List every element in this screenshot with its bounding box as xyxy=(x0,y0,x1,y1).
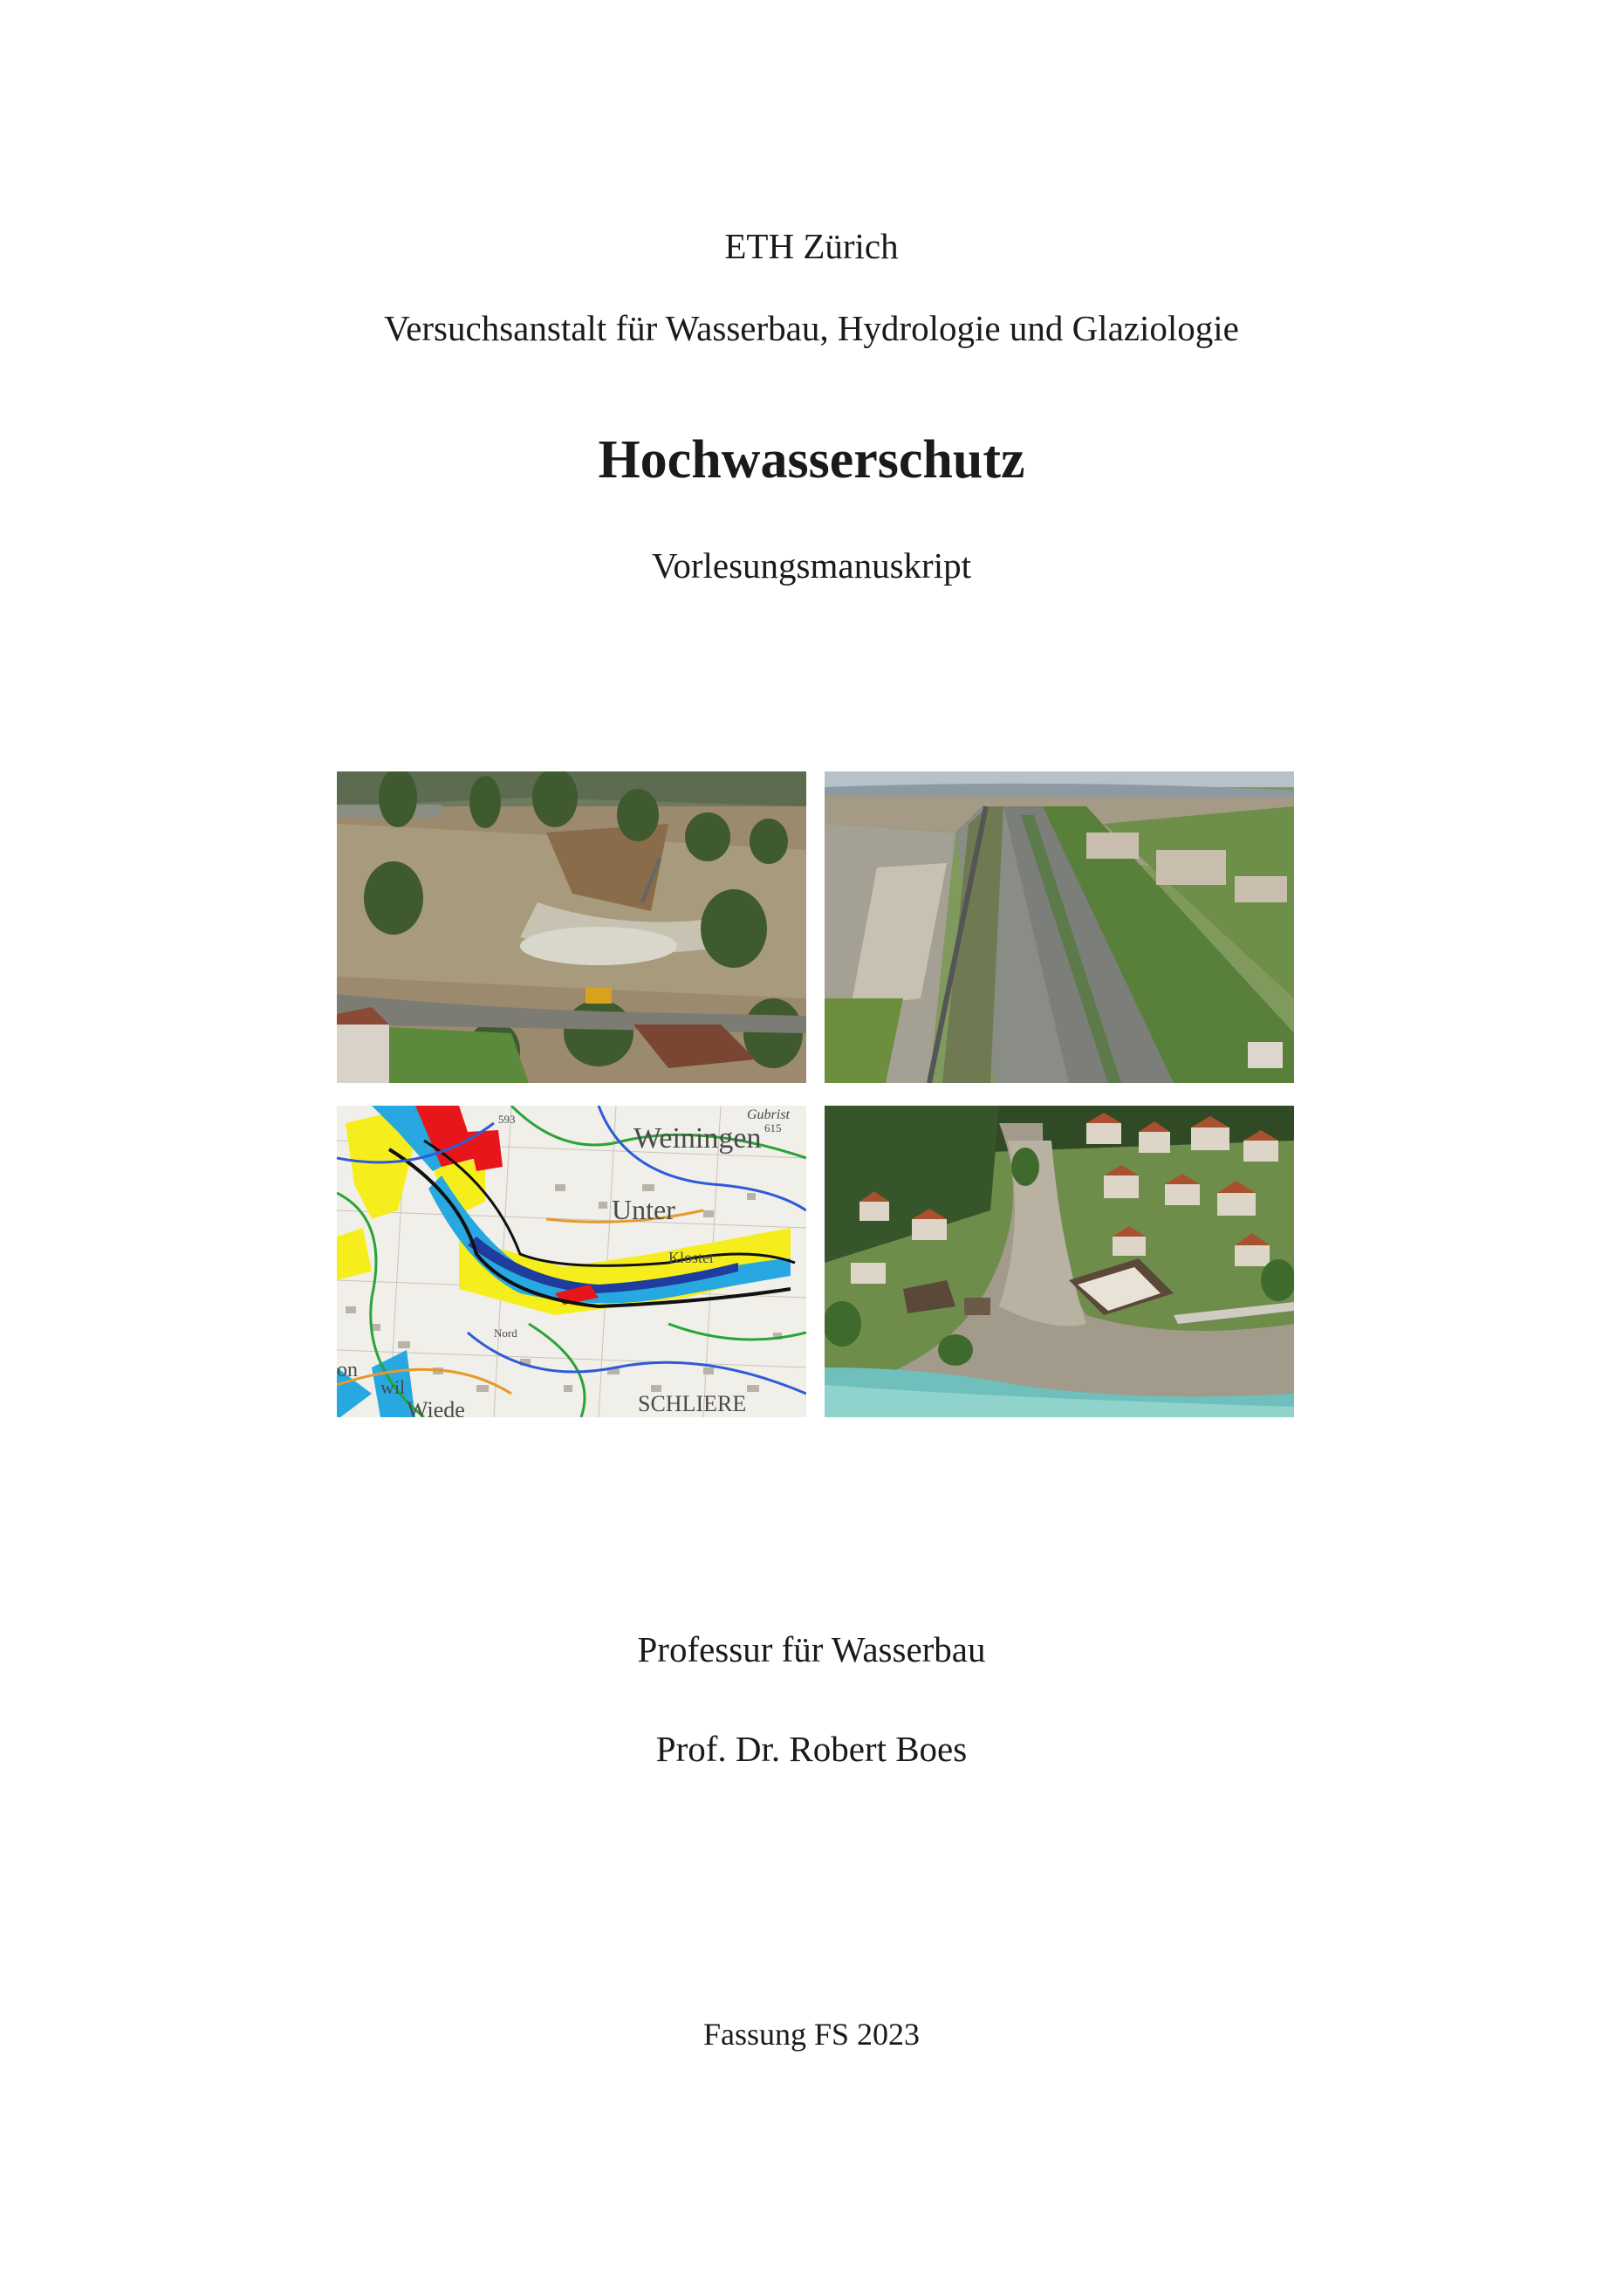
map-label-wil: wil xyxy=(380,1376,406,1398)
map-label-kloster: Kloster xyxy=(668,1249,715,1266)
institute-name: Versuchsanstalt für Wasserbau, Hydrologie und Glaziologie xyxy=(384,308,1239,348)
flood-hazard-map-icon xyxy=(337,1106,806,1417)
map-label-wiede: Wiede xyxy=(407,1397,465,1417)
map-label-gubrist: Gubrist xyxy=(747,1107,790,1122)
map-label-593: 593 xyxy=(498,1113,516,1126)
map-label-615: 615 xyxy=(764,1121,782,1134)
map-label-weiningen: Weiningen xyxy=(633,1122,762,1155)
map-label-unter: Unter xyxy=(612,1194,675,1225)
channelized-river-photo-icon xyxy=(825,771,1294,1083)
debris-village-photo xyxy=(825,1106,1294,1417)
flood-aerial-photo xyxy=(337,771,806,1083)
hazard-map-figure xyxy=(337,1106,806,1417)
document-subtitle: Vorlesungsmanuskript xyxy=(652,545,971,586)
map-label-on: on xyxy=(337,1359,358,1381)
chair-name: Professur für Wasserbau xyxy=(637,1629,986,1669)
map-label-nord: Nord xyxy=(494,1326,517,1340)
flooded-river-photo-icon xyxy=(337,771,806,1083)
version-label: Fassung FS 2023 xyxy=(702,2017,921,2052)
river-channel-photo xyxy=(825,771,1294,1083)
author-name: Prof. Dr. Robert Boes xyxy=(655,1729,968,1769)
map-label-schlieren: SCHLIERE xyxy=(638,1391,747,1416)
document-title: Hochwasserschutz xyxy=(598,430,1025,490)
institution-name: ETH Zürich xyxy=(724,226,899,266)
debris-flow-village-photo-icon xyxy=(825,1106,1294,1417)
